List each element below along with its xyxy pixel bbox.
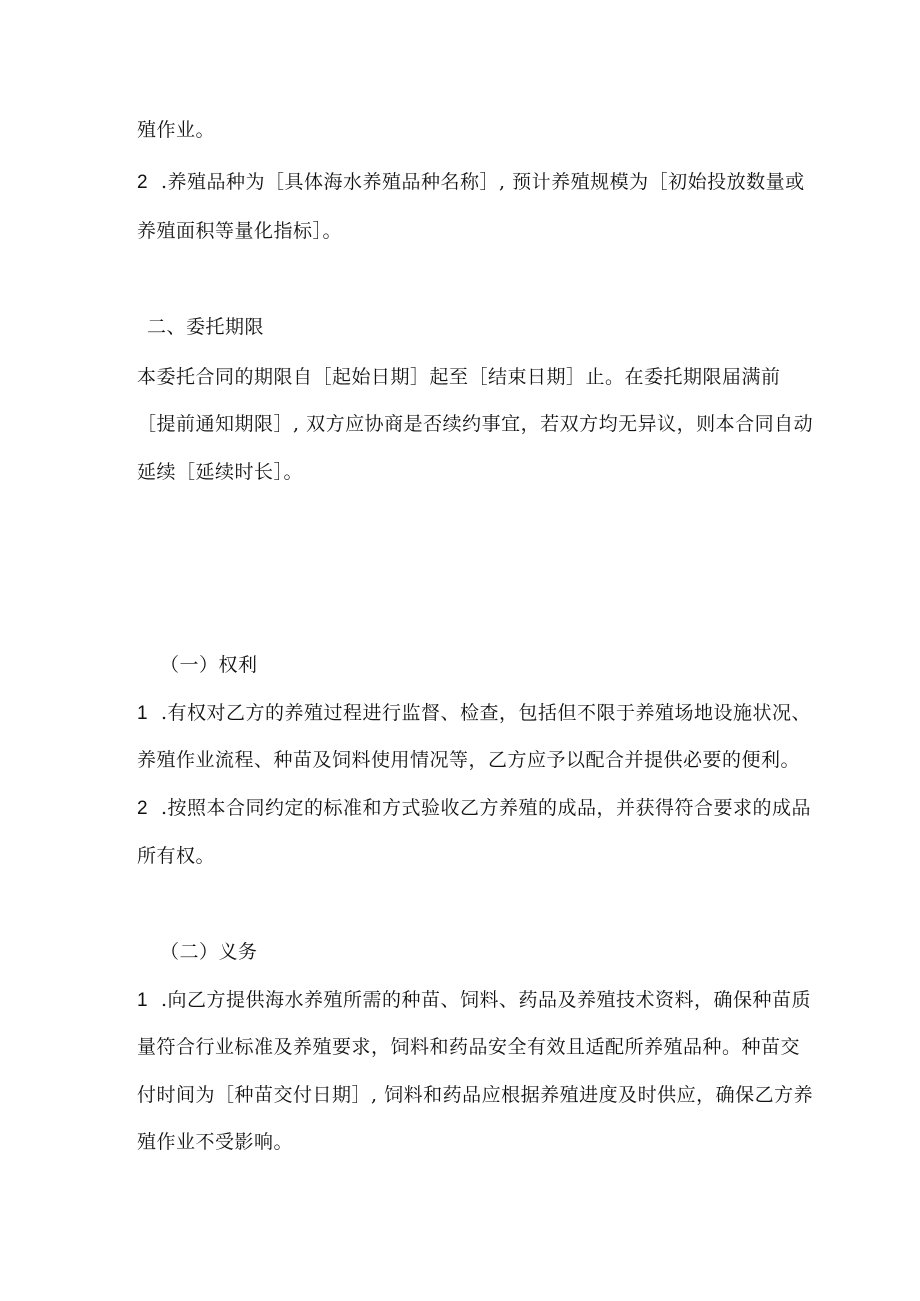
list-number: 1	[137, 703, 149, 724]
paragraph-line: 本委托合同的期限自［起始日期］起至［结束日期］止。在委托期限届满前	[137, 366, 781, 388]
list-item-1	[137, 988, 811, 1013]
list-number: 2	[137, 172, 149, 193]
subsection-heading-obligations: （二）义务	[160, 941, 258, 963]
paragraph-line: 殖作业不受影响。	[137, 1131, 294, 1153]
subsection-heading-rights: （一）权利	[160, 654, 258, 676]
list-item-text: .按照本合同约定的标准和方式验收乙方养殖的成品，并获得符合要求的成品	[161, 797, 812, 819]
section-heading: 二、委托期限	[147, 316, 265, 338]
list-item-text: .向乙方提供海水养殖所需的种苗、饲料、药品及养殖技术资料，确保种苗质	[161, 989, 812, 1011]
list-number: 1	[137, 990, 149, 1011]
list-item-2	[137, 170, 805, 195]
list-item-text: .有权对乙方的养殖过程进行监督、检查，包括但不限于养殖场地设施状况、	[161, 702, 812, 724]
paragraph-line: 养殖面积等量化指标］。	[137, 220, 343, 242]
list-item-text: .养殖品种为［具体海水养殖品种名称］, 预计养殖规模为［初始投放数量或	[161, 171, 805, 193]
paragraph-line: 量符合行业标准及养殖要求，饲料和药品安全有效且适配所养殖品种。种苗交	[137, 1036, 801, 1058]
list-number: 2	[137, 798, 149, 819]
list-item-1	[137, 701, 811, 726]
paragraph-line: 殖作业。	[137, 119, 216, 141]
list-item-2	[137, 796, 811, 821]
paragraph-line: 付时间为［种苗交付日期］, 饲料和药品应根据养殖进度及时供应，确保乙方养	[137, 1084, 814, 1106]
paragraph-line: 延续［延续时长］。	[137, 461, 304, 483]
paragraph-line: 所有权。	[137, 845, 216, 867]
paragraph-line: ［提前通知期限］, 双方应协商是否续约事宜，若双方均无异议，则本合同自动	[137, 413, 814, 435]
paragraph-line: 养殖作业流程、种苗及饲料使用情况等，乙方应予以配合并提供必要的便利。	[137, 749, 801, 771]
